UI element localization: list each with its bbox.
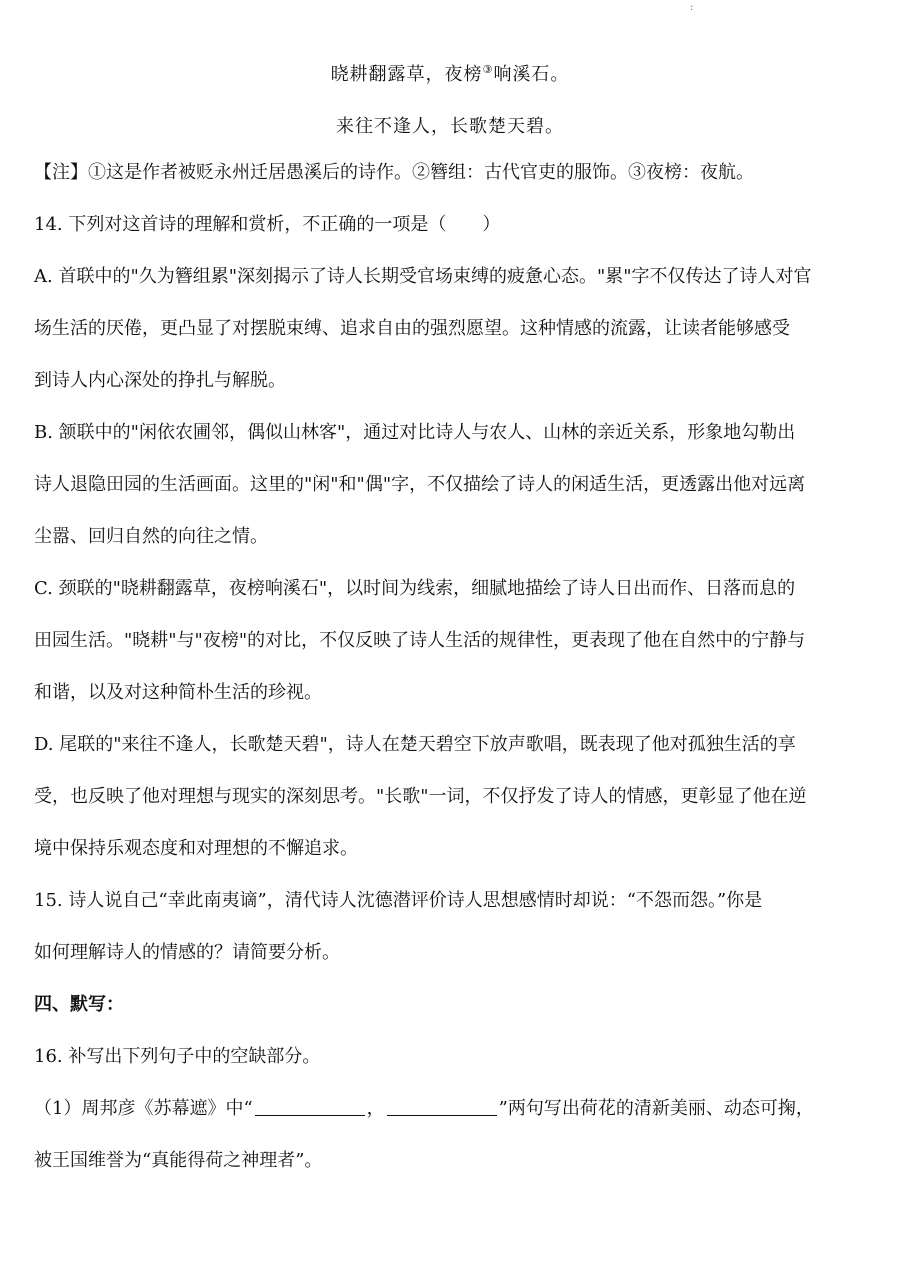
q14-option-b-line: B. 颔联中的"闲依农圃邻，偶似山林客"，通过对比诗人与农人、山林的亲近关系，形象地勾勒出 — [34, 422, 796, 443]
poem-line-1: 晓耕翻露草，夜榜③响溪石。 — [330, 63, 570, 85]
poem-line-2: 来往不逢人，长歌楚天碧。 — [336, 116, 564, 137]
note: 【注】①这是作者被贬永州迁居愚溪后的诗作。②簪组：古代官吏的服饰。③夜榜：夜航。 — [34, 162, 754, 183]
q14-option-d-line: 受，也反映了他对理想与现实的深刻思考。"长歌"一词，不仅抒发了诗人的情感，更彰显了他在逆 — [34, 786, 807, 807]
header-mark: : — [690, 2, 694, 13]
q14-option-a-line: 场生活的厌倦，更凸显了对摆脱束缚、追求自由的强烈愿望。这种情感的流露，让读者能够感受 — [34, 318, 790, 339]
q15-line: 如何理解诗人的情感的？请简要分析。 — [34, 942, 340, 963]
answer-blank[interactable] — [387, 1099, 497, 1116]
q14-option-c-line: C. 颈联的"晓耕翻露草，夜榜响溪石"，以时间为线索，细腻地描绘了诗人日出而作、日落而息的 — [34, 578, 796, 599]
q14-option-b-line: 诗人退隐田园的生活画面。这里的"闲"和"偶"字，不仅描绘了诗人的闲适生活，更透露出他对远离 — [34, 474, 806, 495]
section-heading: 四、默写： — [34, 994, 124, 1015]
q14-option-d-line: D. 尾联的"来往不逢人，长歌楚天碧"，诗人在楚天碧空下放声歌唱，既表现了他对孤独生活的享 — [34, 734, 796, 755]
q14-option-c-line: 和谐，以及对这种简朴生活的珍视。 — [34, 682, 322, 703]
q14-stem: 14. 下列对这首诗的理解和赏析，不正确的一项是（ ） — [34, 214, 501, 235]
answer-blank[interactable] — [255, 1099, 365, 1116]
q14-option-c-line: 田园生活。"晓耕"与"夜榜"的对比，不仅反映了诗人生活的规律性，更表现了他在自然中的宁静与 — [34, 630, 806, 651]
footnote-marker: ③ — [482, 63, 494, 76]
q16-item-1-cont: 被王国维誉为“真能得荷之神理者”。 — [34, 1150, 323, 1171]
q14-option-b-line: 尘嚣、回归自然的向往之情。 — [34, 526, 268, 547]
q16-item-1: （1）周邦彦《苏幕遮》中“ ， ”两句写出荷花的清新美丽、动态可掬， — [34, 1098, 814, 1119]
q14-option-d-line: 境中保持乐观态度和对理想的不懈追求。 — [34, 838, 358, 859]
q15-line: 15. 诗人说自己“幸此南夷谪”，清代诗人沈德潜评价诗人思想感情时却说：“不怨而怨。”你是 — [34, 890, 763, 911]
q14-option-a-line: 到诗人内心深处的挣扎与解脱。 — [34, 370, 286, 391]
q14-option-a-line: A. 首联中的"久为簪组累"深刻揭示了诗人长期受官场束缚的疲惫心态。"累"字不仅传达了诗人对官 — [34, 266, 812, 287]
q16-stem: 16. 补写出下列句子中的空缺部分。 — [34, 1046, 321, 1067]
